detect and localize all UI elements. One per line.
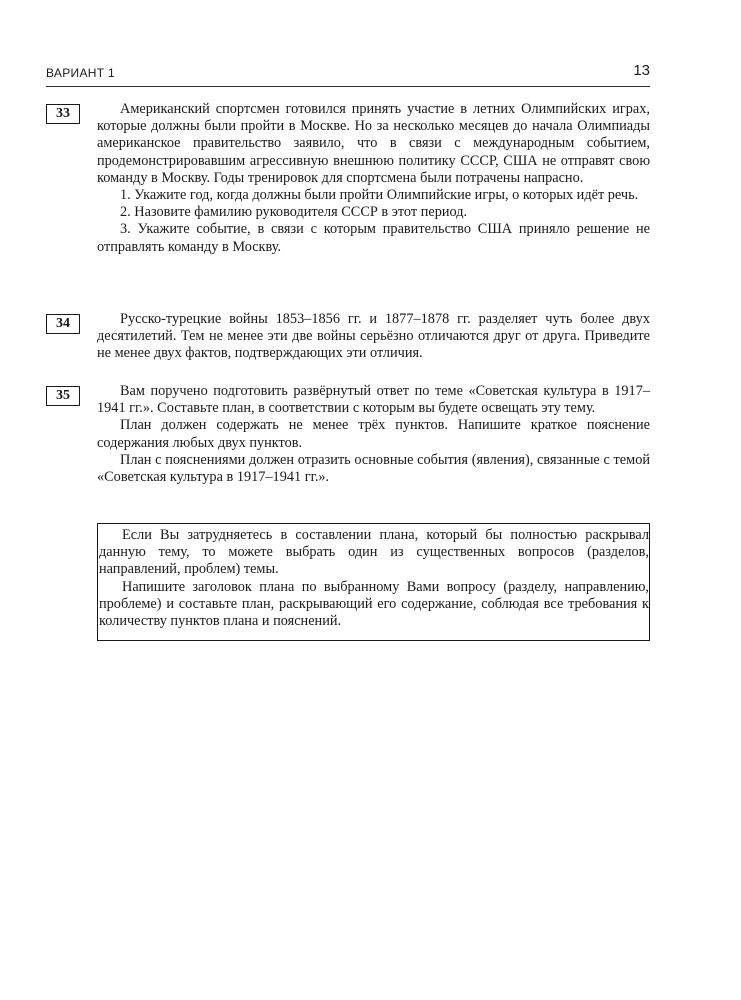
hint-text — [99, 527, 649, 630]
page-header — [46, 62, 650, 87]
hint-paragraph: Напишите заголовок плана по выбранному Вами вопросу (разделу, направлению, проблеме) и составьте план, раскрывающий его содержание, соблюдая все требования к количеству пунктов плана и пояснений. — [99, 578, 649, 630]
task-number-badge: 33 — [46, 104, 80, 124]
task-paragraph: Американский спортсмен готовился принять участие в летних Олимпийских играх, которые должны были пройти в Москве. Но за несколько месяцев до начала Олимпиады американское правительство заявило, что в связи с международным событием, продемонстрировавшим агрессивную внешнюю политику СССР, США не отправят свою команду в Москву. Годы тренировок для спортсмена были потрачены напрасно. — [97, 101, 650, 186]
hint-box — [97, 523, 650, 641]
task-paragraph: Русско-турецкие войны 1853–1856 гг. и 1877–1878 гг. разделяет чуть более двух десятилетий. Тем не менее эти две войны серьёзно отличаются друг от друга. Приведите не менее двух фактов, подтверждающих эти отличия. — [97, 311, 650, 362]
task-paragraph: План должен содержать не менее трёх пунктов. Напишите краткое пояснение содержания любых двух пунктов. — [97, 417, 650, 451]
task-paragraph: Вам поручено подготовить развёрнутый ответ по теме «Советская культура в 1917–1941 гг.». Составьте план, в соответствии с которым вы будете освещать эту тему. — [97, 383, 650, 417]
task-paragraph: План с пояснениями должен отразить основные события (явления), связанные с темой «Советская культура в 1917–1941 гг.». — [97, 451, 650, 486]
task-question-2: 2. Назовите фамилию руководителя СССР в этот период. — [120, 204, 468, 221]
task-number-badge: 34 — [46, 314, 80, 334]
task-question-1: 1. Укажите год, когда должны были пройти Олимпийские игры, о которых идёт речь. — [120, 187, 639, 204]
task-number-badge: 35 — [46, 386, 80, 406]
task-text — [97, 383, 650, 486]
hint-paragraph: Если Вы затрудняетесь в составлении плана, который бы полностью раскрывал данную тему, то можете выбрать один из существенных вопросов (разделов, направлений, проблем) темы. — [99, 527, 649, 578]
page-number: 13 — [633, 62, 650, 79]
task-text — [97, 101, 650, 256]
variant-label: ВАРИАНТ 1 — [46, 66, 115, 80]
task-question-3: 3. Укажите событие, в связи с которым правительство США приняло решение не отправлять команду в Москву. — [97, 221, 650, 255]
task-text — [97, 311, 650, 363]
